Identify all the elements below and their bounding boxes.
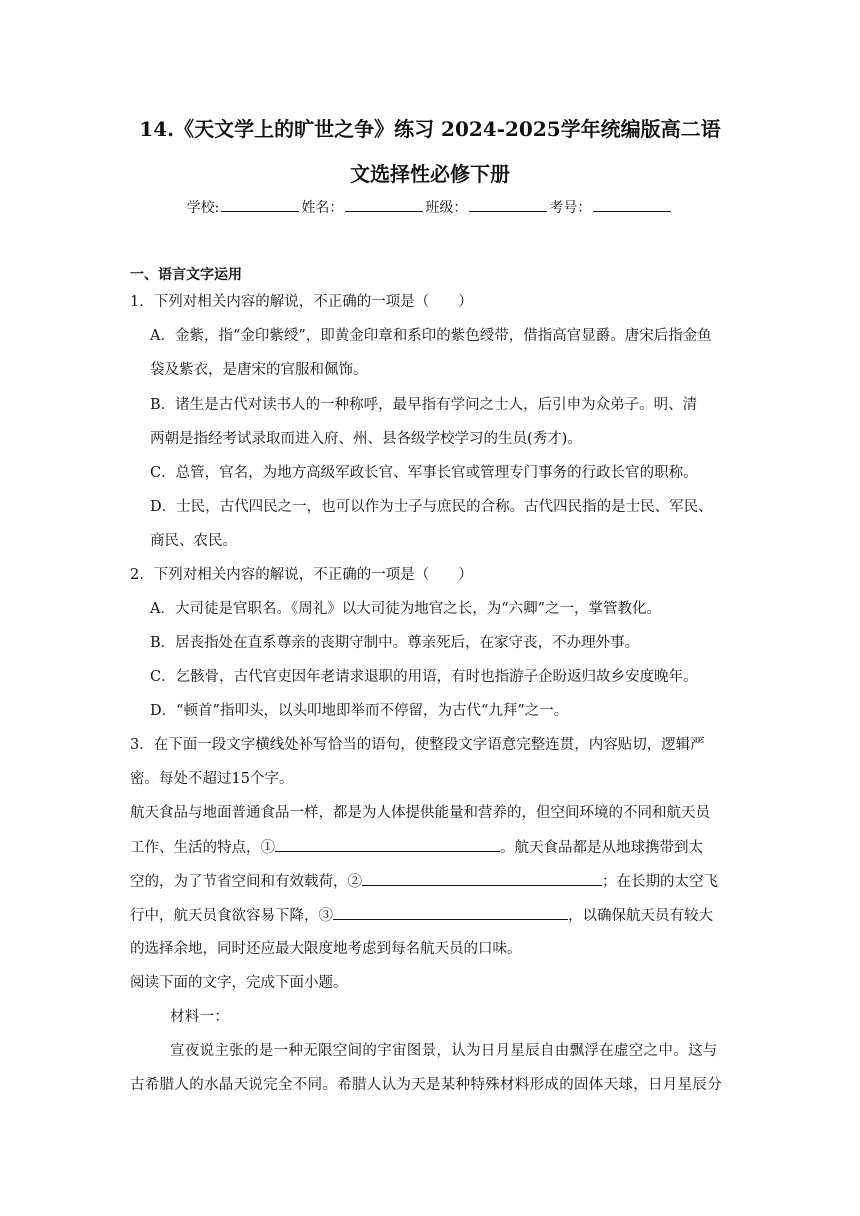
- q3-passage-line1: 航天食品与地面普通食品一样，都是为人体提供能量和营养的，但空间环境的不同和航天员: [130, 805, 710, 821]
- q3-text: 。航天食品都是从地球携带到太: [500, 840, 703, 856]
- material-line2: 古希腊人的水晶天说完全不同。希腊人认为天是某种特殊材料形成的固体天球，日月星辰分: [130, 1077, 722, 1093]
- class-label: 班级：: [425, 200, 468, 216]
- reading-intro: 阅读下面的文字，完成下面小题。: [130, 975, 348, 991]
- q2-option-d: D．“顿首”指叩头，以头叩地即举而不停留，为古代“九拜”之一。: [150, 703, 569, 719]
- doc-title-line2: 文选择性必修下册: [350, 162, 510, 186]
- q1-option-b-cont: 两朝是指经考试录取而进入府、州、县各级学校学习的生员(秀才)。: [150, 431, 582, 447]
- q2-option-c: C．乞骸骨，古代官吏因年老请求退职的用语，有时也指游子企盼返归故乡安度晚年。: [150, 669, 698, 685]
- name-blank[interactable]: [345, 197, 423, 212]
- answer-blank-3[interactable]: [333, 905, 568, 920]
- name-label: 姓名：: [301, 200, 344, 216]
- school-blank[interactable]: [221, 197, 299, 212]
- exam-number-blank[interactable]: [593, 197, 671, 212]
- q1-stem: 1．下列对相关内容的解说，不正确的一项是（ ）: [130, 294, 473, 310]
- material-heading: 材料一：: [170, 1009, 230, 1025]
- q2-stem: 2．下列对相关内容的解说，不正确的一项是（ ）: [130, 567, 473, 583]
- q2-option-b: B．居丧指处在直系尊亲的丧期守制中。尊亲死后，在家守丧，不办理外事。: [150, 635, 640, 651]
- q1-option-d-cont: 商民、农民。: [150, 533, 237, 549]
- q3-passage-line2: [130, 837, 703, 858]
- student-info-row: [0, 197, 860, 217]
- q1-option-a: A．金紫，指“金印紫绶”，即黄金印章和系印的紫色绶带，借指高官显爵。唐宋后指金鱼: [150, 328, 712, 344]
- q2-option-a: A．大司徒是官职名。《周礼》以大司徒为地官之长，为“六卿”之一，掌管教化。: [150, 601, 662, 617]
- q3-passage-line5: 的选择余地，同时还应最大限度地考虑到每名航天员的口味。: [130, 941, 522, 957]
- exam-number-label: 考号：: [549, 200, 592, 216]
- doc-title-line1: 14.《天文学上的旷世之争》练习 2024-2025学年统编版高二语: [139, 117, 721, 141]
- q3-text: 工作、生活的特点，①: [130, 840, 275, 856]
- answer-blank-1[interactable]: [275, 837, 500, 852]
- q3-text: 行中，航天员食欲容易下降，③: [130, 908, 333, 924]
- q3-stem: 3．在下面一段文字横线处补写恰当的语句，使整段文字语意完整连贯，内容贴切，逻辑严: [130, 737, 705, 753]
- q1-option-a-cont: 袋及紫衣，是唐宋的官服和佩饰。: [150, 362, 368, 378]
- q1-option-d: D．士民，古代四民之一，也可以作为士子与庶民的合称。古代四民指的是士民、军民、: [150, 499, 713, 515]
- class-blank[interactable]: [469, 197, 547, 212]
- q3-passage-line4: [130, 905, 713, 926]
- q1-option-c: C．总管，官名，为地方高级军政长官、军事长官或管理专门事务的行政长官的职称。: [150, 465, 698, 481]
- q3-passage-line3: [130, 871, 718, 892]
- q1-option-b: B．诸生是古代对读书人的一种称呼，最早指有学问之士人，后引申为众弟子。明、清: [150, 397, 698, 413]
- answer-blank-2[interactable]: [362, 871, 602, 886]
- q3-stem-cont: 密。每处不超过15个字。: [130, 771, 294, 787]
- q3-text: ，以确保航天员有较大: [568, 908, 713, 924]
- q3-text: ；在长期的太空飞: [602, 874, 718, 890]
- school-label: 学校:: [186, 200, 220, 216]
- q3-text: 空的，为了节省空间和有效载荷，②: [130, 874, 362, 890]
- material-line1: 宣夜说主张的是一种无限空间的宇宙图景，认为日月星辰自由飘浮在虚空之中。这与: [170, 1043, 718, 1059]
- section-heading: 一、语言文字运用: [130, 267, 242, 283]
